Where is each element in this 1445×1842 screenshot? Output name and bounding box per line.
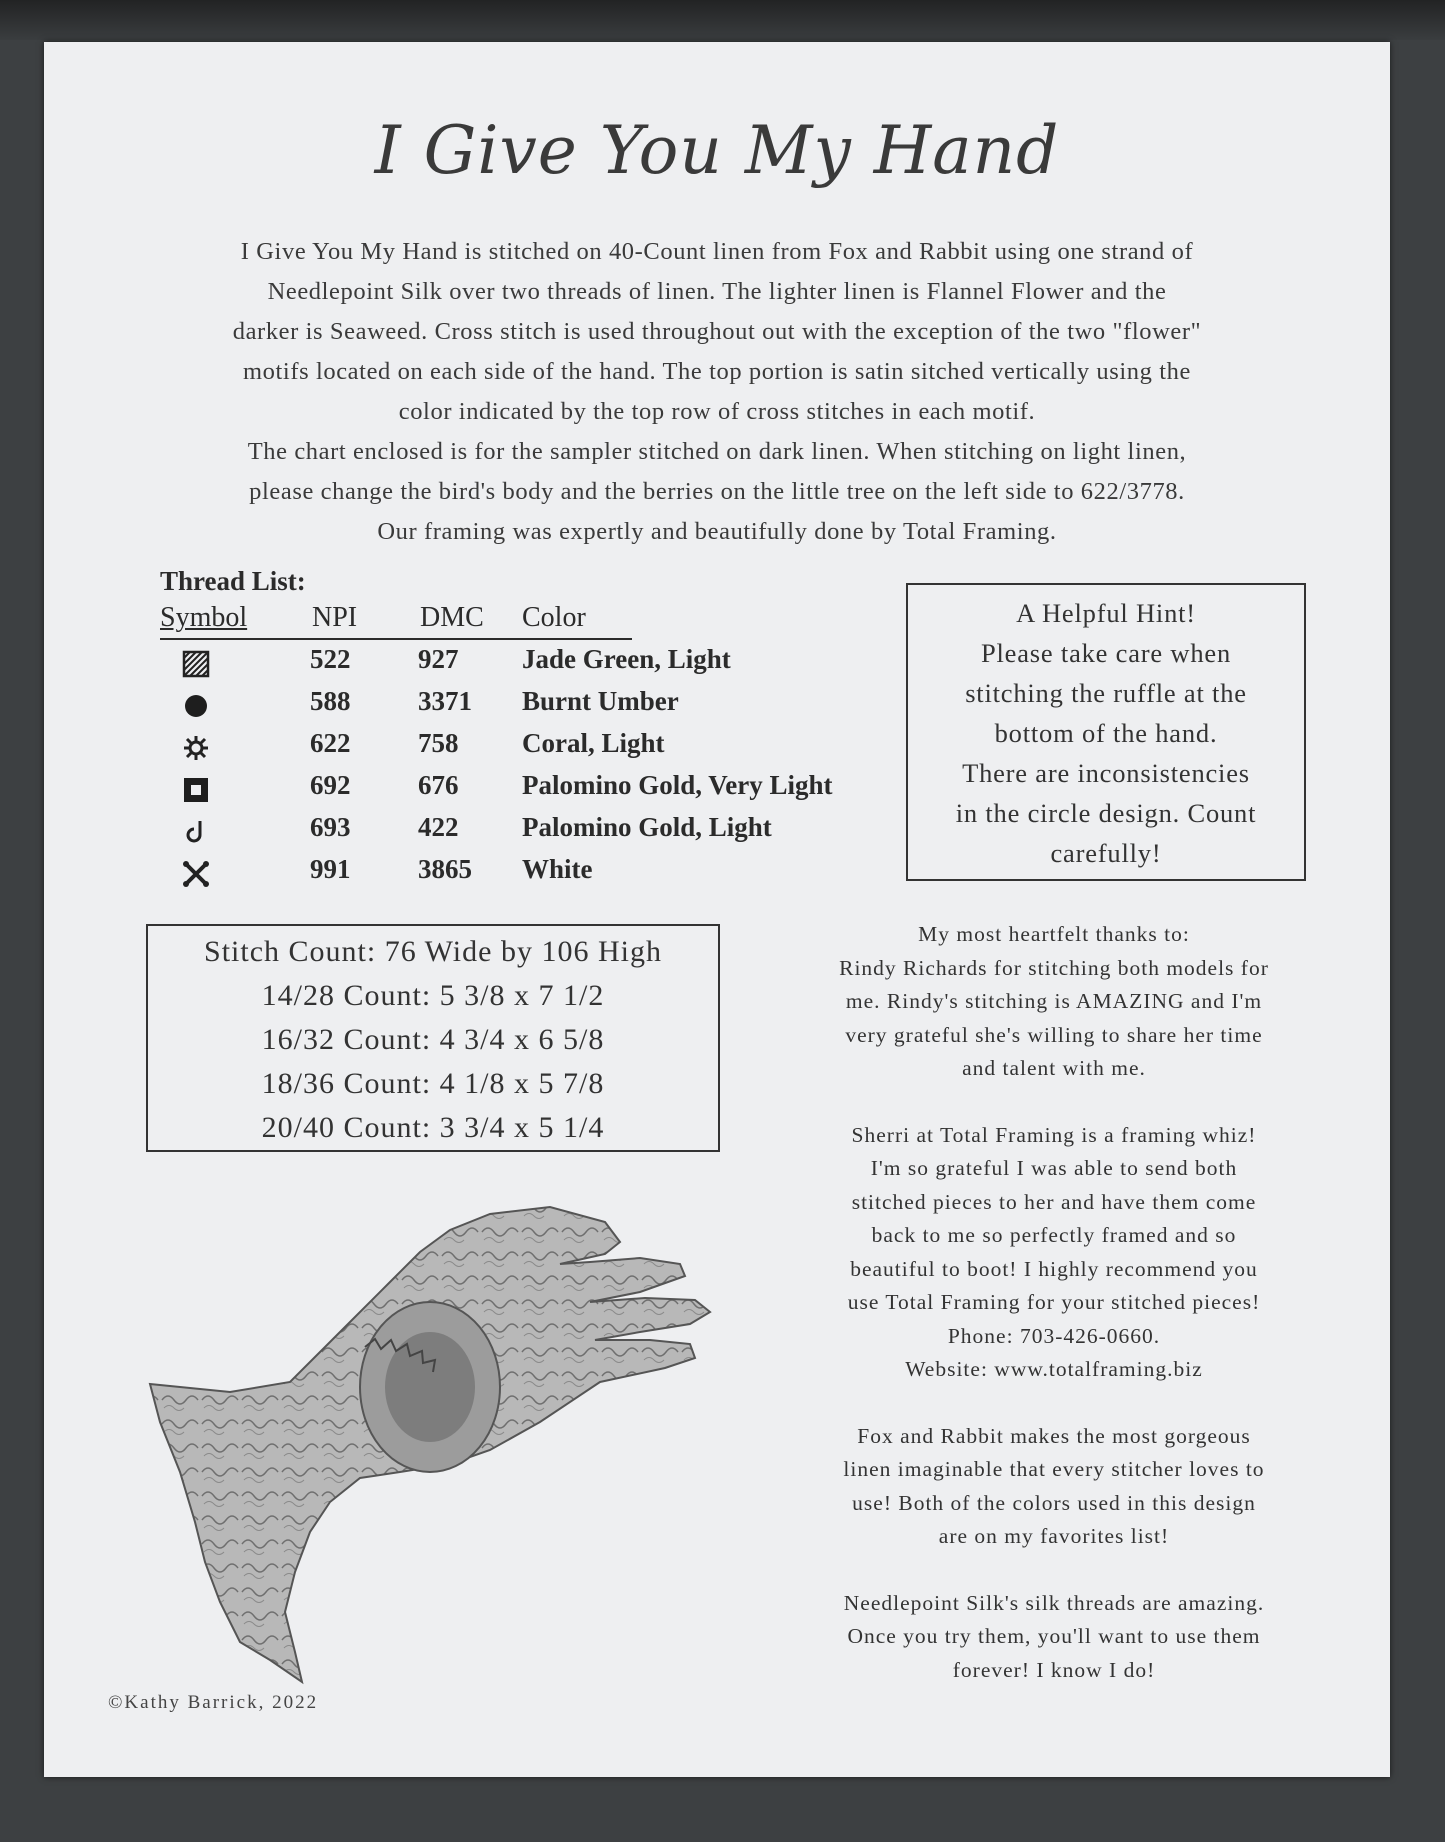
header-underline [160,638,632,640]
hint-line: stitching the ruffle at the [965,678,1247,708]
intro-line: motifs located on each side of the hand. The top portion is satin sitched vertically using the [243,358,1191,385]
thanks-line: linen imaginable that every stitcher loves to [843,1457,1265,1481]
dmc-code: 927 [418,644,459,674]
swirl-icon [182,818,210,846]
color-name: White [522,854,593,884]
stitch-count-line: 16/32 Count: 4 3/4 x 6 5/8 [261,1023,605,1056]
hint-line: Please take care when [980,638,1232,668]
helpful-hint-box [906,583,1306,881]
thanks-line: Sherri at Total Framing is a framing whiz! [851,1122,1257,1147]
thanks-line: are on my favorites list! [938,1524,1170,1548]
thanks-line: Rindy Richards for stitching both models for [839,955,1269,980]
pattern-sheet [44,42,1390,1777]
npi-code: 588 [310,686,351,716]
intro-line: Our framing was expertly and beautifully done by Total Framing. [377,518,1057,545]
thanks-line: Fox and Rabbit makes the most gorgeous [857,1423,1251,1448]
stitch-count-line: Stitch Count: 76 Wide by 106 High [204,935,662,968]
website-link: Website: www.totalframing.biz [905,1357,1203,1381]
dotted-x-icon [182,860,210,888]
thanks-paragraph [784,918,1324,1086]
intro-line: color indicated by the top row of cross stitches in each motif. [398,398,1036,425]
square-with-dot-icon [182,776,210,804]
stitch-count-line: 14/28 Count: 5 3/8 x 7 1/2 [261,979,605,1012]
dmc-code: 422 [418,812,459,842]
thanks-line: stitched pieces to her and have them come [851,1189,1257,1214]
hint-line: bottom of the hand. [994,718,1218,748]
intro-line: I Give You My Hand is stitched on 40-Count linen from Fox and Rabbit using one strand of [240,238,1194,265]
hint-line: A Helpful Hint! [1016,598,1196,628]
hand-illustration-icon [120,1172,800,1692]
thanks-paragraph [784,1119,1324,1387]
npi-code: 622 [310,728,351,758]
copyright-notice: ©Kathy Barrick, 2022 [108,1692,319,1713]
color-name: Palomino Gold, Very Light [522,770,833,800]
thanks-line: Once you try them, you'll want to use them [847,1624,1261,1648]
column-header-symbol: Symbol [160,602,248,633]
backdrop [0,0,1445,40]
npi-code: 693 [310,812,351,842]
page-title: I Give You My Hand [374,112,1060,189]
column-header-npi: NPI [312,602,358,633]
thanks-line: use! Both of the colors used in this design [852,1490,1256,1515]
thanks-line: back to me so perfectly framed and so [871,1223,1237,1247]
stitch-count-line: 18/36 Count: 4 1/8 x 5 7/8 [261,1067,605,1100]
stitch-count-box [146,924,720,1152]
color-name: Palomino Gold, Light [522,812,772,842]
thanks-line: me. Rindy's stitching is AMAZING and I'm [845,989,1263,1013]
npi-code: 692 [310,770,351,800]
npi-code: 522 [310,644,351,674]
dmc-code: 676 [418,770,459,800]
intro-line: The chart enclosed is for the sampler stitched on dark linen. When stitching on light linen, [247,438,1187,465]
intro-line: Needlepoint Silk over two threads of linen. The lighter linen is Flannel Flower and the [267,278,1167,305]
thanks-paragraph [784,1420,1324,1554]
thanks-line: and talent with me. [962,1056,1146,1080]
thanks-line: very grateful she's willing to share her time [845,1022,1263,1047]
thread-list-heading: Thread List: [160,566,306,596]
acknowledgements [784,918,1324,1720]
thanks-line: use Total Framing for your stitched pieces! [847,1290,1261,1314]
thanks-line: beautiful to boot! I highly recommend you [850,1256,1258,1281]
thanks-line: Needlepoint Silk's silk threads are amazing. [843,1590,1265,1615]
intro-line: please change the bird's body and the berries on the little tree on the left side to 622/3778. [249,478,1185,505]
color-name: Burnt Umber [522,686,679,716]
intro-line: darker is Seaweed. Cross stitch is used throughout out with the exception of the two "flower" [232,318,1202,345]
color-name: Coral, Light [522,728,665,758]
dmc-code: 3371 [418,686,472,716]
stitch-count-line: 20/40 Count: 3 3/4 x 5 1/4 [261,1111,605,1144]
npi-code: 991 [310,854,351,884]
color-name: Jade Green, Light [522,644,731,674]
thanks-line: forever! I know I do! [952,1657,1156,1682]
dmc-code: 3865 [418,854,472,884]
column-header-color: Color [522,602,586,633]
hint-line: carefully! [1050,838,1162,868]
thanks-line: I'm so grateful I was able to send both [870,1156,1238,1180]
thanks-line: My most heartfelt thanks to: [918,922,1190,946]
filled-circle-icon [182,692,210,720]
intro-text [124,232,1310,552]
thanks-paragraph [784,1587,1324,1688]
dmc-code: 758 [418,728,459,758]
sun-flower-icon [182,734,210,762]
diagonal-hatch-square-icon [182,650,210,678]
hint-line: There are inconsistencies [962,758,1250,788]
hint-line: in the circle design. Count [955,798,1257,828]
column-header-dmc: DMC [420,602,484,633]
phone-number: Phone: 703-426-0660. [947,1323,1161,1348]
